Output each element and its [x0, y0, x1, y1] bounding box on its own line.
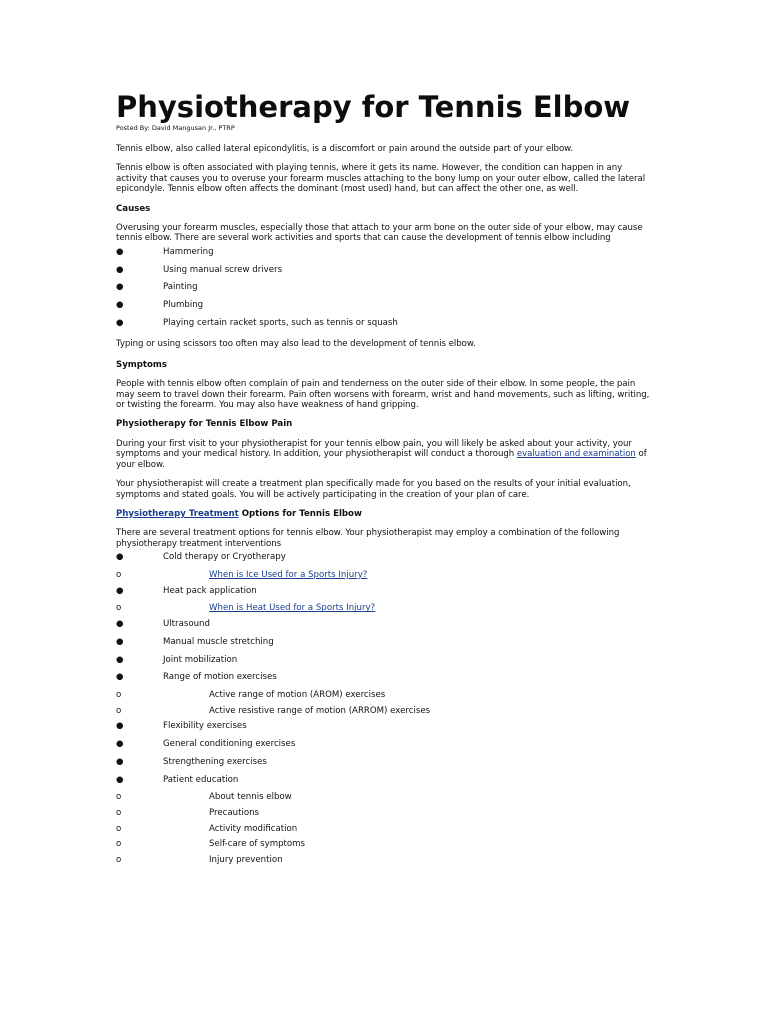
causes-paragraph: Overusing your forearm muscles, especially those that attach to your arm bone on the outer side of your elbow, may cause tennis elbow. There are several work activities and sports that can cause the development of tennis elbow including	[116, 223, 643, 244]
sub-list-item	[116, 570, 656, 580]
list-item: ● Hammering	[116, 246, 214, 257]
list-item: ● Strengthening exercises	[116, 756, 267, 767]
list-item: ● Manual muscle stretching	[116, 636, 274, 647]
circle-bullet-icon: o	[116, 823, 122, 834]
treatment-list	[116, 552, 656, 865]
circle-bullet-icon: o	[116, 854, 122, 865]
causes-list	[116, 247, 656, 329]
circle-bullet-icon: o	[116, 705, 122, 716]
causes-after-paragraph: Typing or using scissors too often may also lead to the development of tennis elbow.	[116, 339, 476, 350]
bullet-icon: ●	[116, 739, 124, 750]
list-item: ● Plumbing	[116, 300, 204, 311]
posted-by: Posted By: David Mangusan Jr., PTRP	[116, 124, 235, 132]
symptoms-paragraph: People with tennis elbow often complain of pain and tenderness on the outer side of their elbow. In some people, the pain may seem to travel down their forearm. Pain often worsens with forearm, wrist and hand movements, such as lifting, writing, or twisting the forearm. You may also have weakness of hand gripping.	[116, 379, 650, 411]
physio-heading: Physiotherapy for Tennis Elbow Pain	[116, 419, 293, 430]
bullet-icon: ●	[116, 654, 124, 665]
bullet-icon: ●	[116, 721, 124, 732]
sub-list-item: o Active range of motion (AROM) exercises	[116, 690, 386, 701]
circle-bullet-icon: o	[116, 808, 122, 819]
list-item: ● Patient education	[116, 774, 239, 785]
list-item: ● Range of motion exercises	[116, 672, 277, 683]
sub-list-item	[116, 603, 656, 613]
physio-paragraph-2: Your physiotherapist will create a treatment plan specifically made for you based on the results of your initial evaluation, symptoms and stated goals. You will be actively participating in the creation of your plan of care.	[116, 479, 631, 500]
intro-paragraph: Tennis elbow, also called lateral epicondylitis, is a discomfort or pain around the outside part of your elbow.	[116, 144, 574, 154]
treatment-heading: Physiotherapy Treatment Options for Tennis Elbow	[116, 508, 362, 519]
list-item: ● Ultrasound	[116, 618, 210, 629]
sub-list-item: o Injury prevention	[116, 854, 283, 865]
list-item: ● General conditioning exercises	[116, 739, 296, 750]
circle-bullet-icon: o	[116, 569, 122, 580]
bullet-icon: ●	[116, 246, 124, 257]
sub-list-item: o About tennis elbow	[116, 792, 292, 803]
list-item: ● Joint mobilization	[116, 654, 238, 665]
bullet-icon: ●	[116, 318, 124, 329]
document-page	[116, 90, 656, 876]
circle-bullet-icon: o	[116, 603, 122, 614]
list-item: ● Playing certain racket sports, such as tennis or squash	[116, 318, 398, 329]
bullet-icon: ●	[116, 264, 124, 275]
evaluation-link[interactable]: evaluation and examination	[516, 449, 636, 460]
sub-item-link[interactable]: When is Ice Used for a Sports Injury?	[209, 569, 368, 580]
sub-list-item: o Active resistive range of motion (ARROM) exercises	[116, 705, 431, 716]
causes-heading: Causes	[116, 203, 151, 214]
sub-list-item: o Precautions	[116, 808, 260, 819]
treatment-paragraph: There are several treatment options for tennis elbow. Your physiotherapist may employ a combination of the following physiotherapy treatment interventions	[116, 528, 620, 549]
bullet-icon: ●	[116, 636, 124, 647]
bullet-icon: ●	[116, 618, 124, 629]
list-item: ● Heat pack application	[116, 585, 257, 596]
list-item: ● Using manual screw drivers	[116, 264, 283, 275]
bullet-icon: ●	[116, 282, 124, 293]
list-item: ● Cold therapy or Cryotherapy	[116, 552, 286, 563]
bullet-icon: ●	[116, 300, 124, 311]
intro-paragraph-2: Tennis elbow is often associated with playing tennis, where it gets its name. However, the condition can happen in any activity that causes you to overuse your forearm muscles attaching to the bony lump on your outer elbow, called the lateral epicondyle. Tennis elbow often affects the dominant (most used) hand, but can affect the other one, as well.	[116, 163, 646, 195]
bullet-icon: ●	[116, 672, 124, 683]
bullet-icon: ●	[116, 585, 124, 596]
bullet-icon: ●	[116, 552, 124, 563]
sub-list-item: o Self-care of symptoms	[116, 839, 306, 850]
circle-bullet-icon: o	[116, 839, 122, 850]
physiotherapy-treatment-link[interactable]: Physiotherapy Treatment	[116, 508, 239, 519]
symptoms-heading: Symptoms	[116, 359, 167, 370]
circle-bullet-icon: o	[116, 792, 122, 803]
bullet-icon: ●	[116, 756, 124, 767]
list-item: ● Flexibility exercises	[116, 721, 247, 732]
page-title: Physiotherapy for Tennis Elbow	[116, 90, 631, 124]
circle-bullet-icon: o	[116, 690, 122, 701]
bullet-icon: ●	[116, 774, 124, 785]
sub-list-item: o Activity modification	[116, 823, 298, 834]
physio-paragraph-1: During your first visit to your physiotherapist for your tennis elbow pain, you will likely be asked about your activity, your symptoms and your medical history. In addition, your physiotherapist will conduct a thorough evaluation and examination of your elbow.	[116, 438, 647, 470]
list-item: ● Painting	[116, 282, 198, 293]
sub-item-link[interactable]: When is Heat Used for a Sports Injury?	[209, 603, 376, 614]
